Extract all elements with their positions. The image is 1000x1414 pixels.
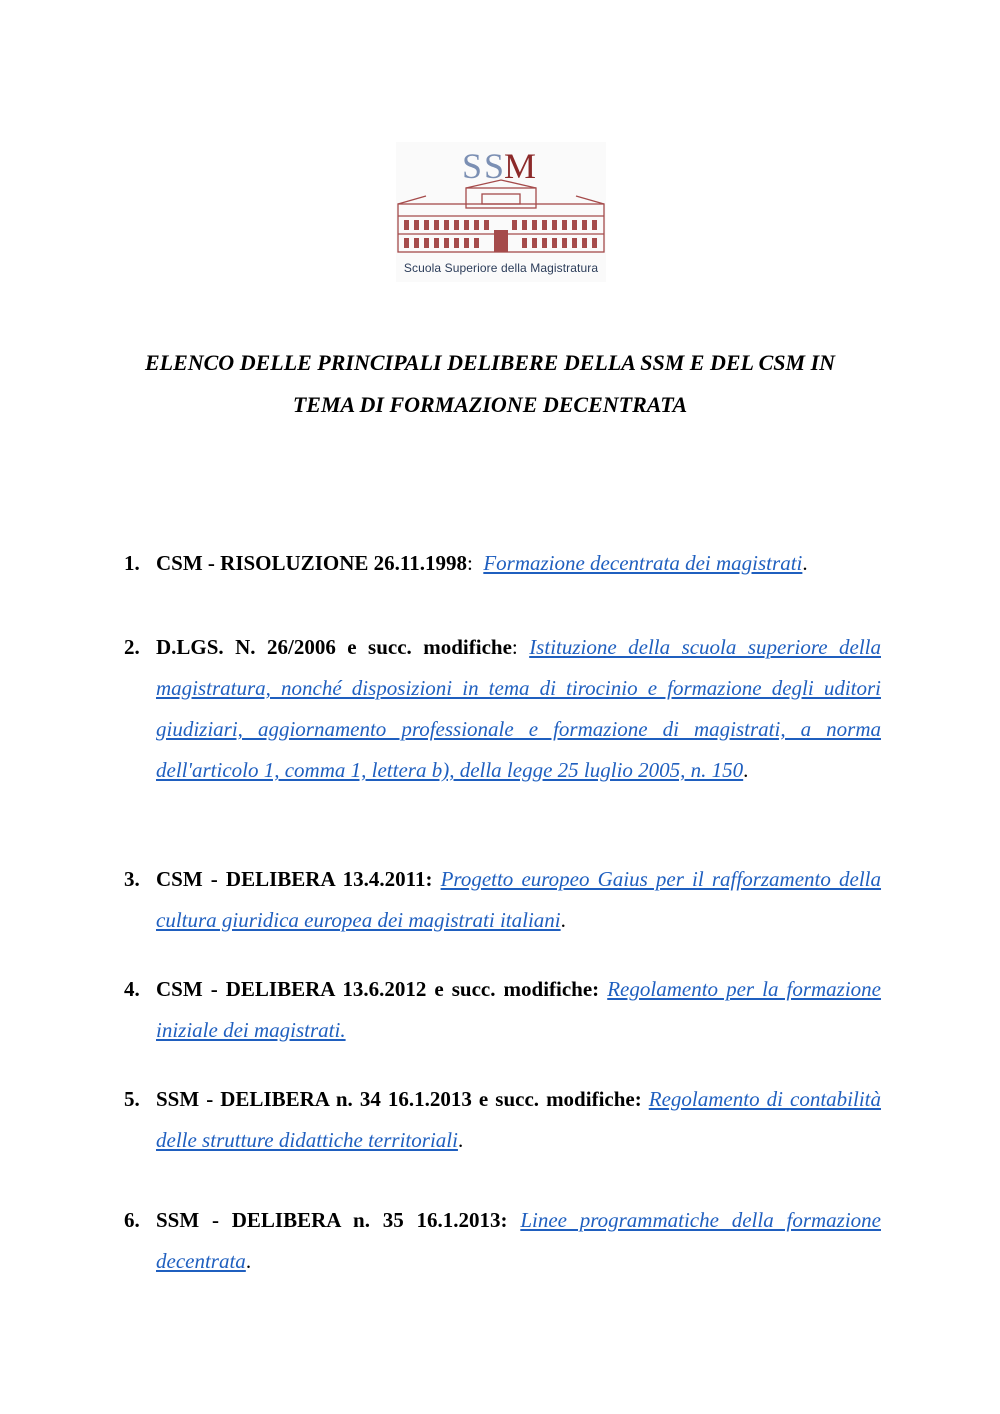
list-item-number: 2. bbox=[124, 635, 140, 659]
item-heading: CSM - DELIBERA 13.4.2011: bbox=[156, 867, 433, 891]
item-link[interactable]: Formazione decentrata dei magistrati bbox=[483, 551, 803, 575]
document-title-line-2: TEMA DI FORMAZIONE DECENTRATA bbox=[292, 392, 688, 417]
list-item-body bbox=[156, 543, 881, 584]
item-heading: CSM - DELIBERA 13.6.2012 e succ. modifiche: bbox=[156, 977, 600, 1001]
list-item-number: 3. bbox=[124, 867, 140, 891]
item-heading: CSM - RISOLUZIONE 26.11.1998 bbox=[156, 551, 467, 575]
svg-text:S: S bbox=[484, 146, 505, 186]
list-item-body bbox=[156, 627, 881, 791]
svg-text:M: M bbox=[504, 146, 537, 186]
ssm-building-emblem bbox=[396, 142, 606, 260]
item-tail: . bbox=[802, 551, 808, 575]
list-item-body bbox=[156, 1079, 881, 1161]
list-item-body bbox=[156, 859, 881, 941]
list-item-body bbox=[156, 1200, 881, 1282]
item-link[interactable]: Regolamento per la formazione iniziale dei magistrati. bbox=[156, 977, 881, 1042]
item-tail: . bbox=[743, 758, 749, 782]
item-separator: : bbox=[511, 635, 518, 659]
logo-caption: Scuola Superiore della Magistratura bbox=[403, 261, 599, 275]
item-link[interactable]: Linee programmatiche della formazione decentrata bbox=[156, 1208, 881, 1273]
svg-text:S: S bbox=[462, 146, 483, 186]
list-item-number: 5. bbox=[124, 1087, 140, 1111]
list-item-number: 1. bbox=[124, 551, 140, 575]
item-tail: . bbox=[245, 1249, 252, 1273]
item-link[interactable]: Progetto europeo Gaius per il rafforzamento della cultura giuridica europea dei magistrati italiani bbox=[156, 867, 882, 932]
list-item-number: 6. bbox=[124, 1208, 140, 1232]
item-heading: SSM - DELIBERA n. 35 16.1.2013: bbox=[156, 1208, 508, 1232]
item-tail: . bbox=[560, 908, 566, 932]
item-link[interactable]: Istituzione della scuola superiore della magistratura, nonché disposizioni in tema di tirocinio e formazione degli uditori giudiziari, aggiornamento professionale e formazione di magistrati, a norma dell'articolo 1, comma 1, lettera b), della legge 25 luglio 2005, n. 150 bbox=[156, 635, 881, 782]
item-heading: SSM - DELIBERA n. 34 16.1.2013 e succ. modifiche: bbox=[156, 1087, 642, 1111]
item-link[interactable]: Regolamento di contabilità delle strutture didattiche territoriali bbox=[156, 1087, 881, 1152]
item-tail: . bbox=[457, 1128, 464, 1152]
list-item-body bbox=[156, 969, 881, 1051]
ssm-logo bbox=[396, 142, 606, 282]
item-heading: D.LGS. N. 26/2006 e succ. modifiche bbox=[156, 635, 512, 659]
item-separator: : bbox=[466, 551, 473, 575]
document-title-line-1: ELENCO DELLE PRINCIPALI DELIBERE DELLA SSM E DEL CSM IN bbox=[144, 350, 836, 375]
list-item-number: 4. bbox=[124, 977, 140, 1001]
